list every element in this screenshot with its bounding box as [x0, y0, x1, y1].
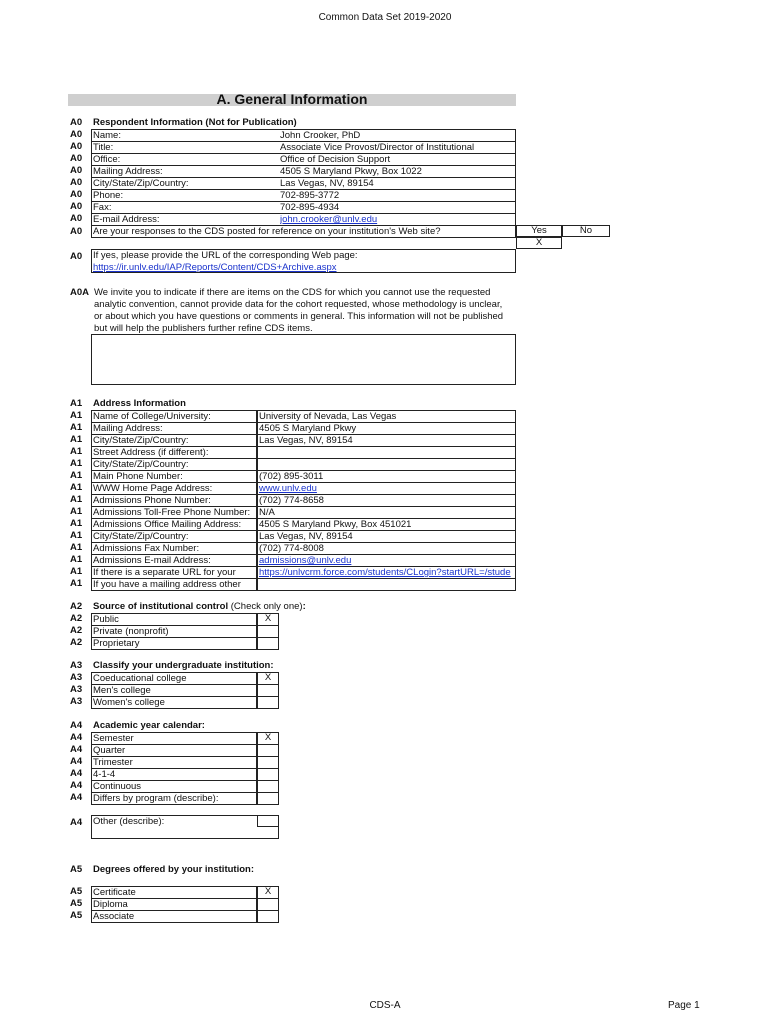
a3-option-mark: X: [264, 672, 272, 683]
a4-option-label: Continuous: [93, 781, 142, 792]
a0-row-value: 4505 S Maryland Pkwy, Box 1022: [280, 166, 422, 177]
a0-row-code: A0: [70, 213, 83, 224]
a1-row-value: 4505 S Maryland Pkwy, Box 451021: [259, 519, 412, 530]
a1-row-label: WWW Home Page Address:: [93, 483, 213, 494]
a2-option-checkbox[interactable]: [257, 637, 279, 650]
a1-row-code: A1: [70, 458, 83, 469]
a0-row-label: Office:: [93, 154, 121, 165]
a0a-code: A0A: [70, 287, 90, 298]
a4-option-label: Trimester: [93, 757, 133, 768]
a4-row-code: A4: [70, 744, 83, 755]
a1-row-code: A1: [70, 518, 83, 529]
a1-row-code: A1: [70, 446, 83, 457]
a0a-comment-textarea[interactable]: [91, 334, 516, 385]
page-header: Common Data Set 2019-2020: [318, 12, 452, 23]
a1-value-box[interactable]: [257, 578, 516, 591]
a5-row-code: A5: [70, 886, 83, 897]
a1-row-code: A1: [70, 494, 83, 505]
a4-other-label: Other (describe):: [93, 816, 165, 827]
a5-row-code: A5: [70, 910, 83, 921]
a0-row-label: Title:: [93, 142, 114, 153]
a2-row-code: A2: [70, 613, 83, 624]
a1-row-label: Main Phone Number:: [93, 471, 183, 482]
a1-row-code: A1: [70, 434, 83, 445]
a4-row-code: A4: [70, 732, 83, 743]
a5-option-label: Associate: [93, 911, 135, 922]
a0-row-label: Name:: [93, 130, 121, 141]
a1-row-value[interactable]: www.unlv.edu: [259, 483, 317, 494]
a0a-line-2: analytic convention, cannot provide data for the cohort requested, whose methodology is unclear,: [94, 299, 503, 310]
a4-row-code: A4: [70, 780, 83, 791]
a0-row-value[interactable]: john.crooker@unlv.edu: [280, 214, 378, 225]
a1-row-code: A1: [70, 554, 83, 565]
a1-row-label: Admissions Toll-Free Phone Number:: [93, 507, 251, 518]
a3-option-label: Men's college: [93, 685, 151, 696]
a3-option-label: Women's college: [93, 697, 165, 708]
a1-row-label: Admissions Office Mailing Address:: [93, 519, 242, 530]
a1-row-value: Las Vegas, NV, 89154: [259, 531, 353, 542]
a4-option-label: Differs by program (describe):: [93, 793, 219, 804]
a1-heading-code: A1: [70, 398, 83, 409]
a1-row-label: Mailing Address:: [93, 423, 163, 434]
a0-url-link[interactable]: https://ir.unlv.edu/IAP/Reports/Content/CDS+Archive.aspx: [93, 262, 337, 273]
a1-row-code: A1: [70, 470, 83, 481]
footer-center: CDS-A: [369, 1000, 401, 1011]
a0-row-value: Las Vegas, NV, 89154: [280, 178, 374, 189]
a0-row-label: Phone:: [93, 190, 124, 201]
a2-heading-colon: :: [302, 601, 306, 612]
a4-heading-code: A4: [70, 720, 83, 731]
a0-cds-question: Are your responses to the CDS posted for reference on your institution's Web site?: [93, 226, 441, 237]
a1-row-code: A1: [70, 566, 83, 577]
a0-row-label: Mailing Address:: [93, 166, 163, 177]
a1-row-value: 4505 S Maryland Pkwy: [259, 423, 357, 434]
a4-option-label: Quarter: [93, 745, 126, 756]
a5-option-label: Certificate: [93, 887, 136, 898]
a0-heading: Respondent Information (Not for Publication): [93, 117, 297, 128]
a1-row-label: City/State/Zip/Country:: [93, 435, 189, 446]
a0-row-value: 702-895-4934: [280, 202, 340, 213]
a1-row-value: N/A: [259, 507, 275, 518]
a3-heading-code: A3: [70, 660, 83, 671]
a1-row-label: Admissions Fax Number:: [93, 543, 200, 554]
yes-label: Yes: [531, 225, 547, 236]
a4-other-code: A4: [70, 817, 83, 828]
a1-row-value[interactable]: https://unlvcrm.force.com/students/CLogin?startURL=/stude: [259, 567, 511, 578]
a0-row-code: A0: [70, 153, 83, 164]
footer-page-number: Page 1: [668, 1000, 700, 1011]
a4-option-checkbox[interactable]: [257, 792, 279, 805]
a2-row-code: A2: [70, 637, 83, 648]
a0-row-code: A0: [70, 177, 83, 188]
a2-heading-suffix: (Check only one): [228, 601, 303, 612]
a1-row-code: A1: [70, 506, 83, 517]
a1-row-code: A1: [70, 422, 83, 433]
a2-option-label: Private (nonprofit): [93, 626, 169, 637]
a1-row-value: University of Nevada, Las Vegas: [259, 411, 397, 422]
a0-cds-code: A0: [70, 226, 83, 237]
a1-row-code: A1: [70, 410, 83, 421]
a2-option-label: Public: [93, 614, 119, 625]
a1-row-code: A1: [70, 530, 83, 541]
a0-row-code: A0: [70, 129, 83, 140]
a4-row-code: A4: [70, 756, 83, 767]
a1-row-label: If you have a mailing address other: [93, 579, 241, 590]
a1-row-code: A1: [70, 482, 83, 493]
a1-row-code: A1: [70, 578, 83, 589]
a0a-line-4: but will help the publishers further refine CDS items.: [94, 323, 313, 334]
a2-option-mark: X: [264, 613, 272, 624]
a1-row-label: Admissions Phone Number:: [93, 495, 211, 506]
a1-row-value[interactable]: admissions@unlv.edu: [259, 555, 352, 566]
a0-row-value: 702-895-3772: [280, 190, 340, 201]
a3-row-code: A3: [70, 684, 83, 695]
a0-row-code: A0: [70, 141, 83, 152]
a1-row-label: Name of College/University:: [93, 411, 211, 422]
a1-heading: Address Information: [93, 398, 186, 409]
a3-option-checkbox[interactable]: [257, 696, 279, 709]
a5-heading: Degrees offered by your institution:: [93, 864, 254, 875]
a4-other-checkbox[interactable]: [257, 815, 279, 827]
section-title: A. General Information: [216, 91, 368, 107]
a4-option-mark: X: [264, 732, 272, 743]
a0a-line-1: We invite you to indicate if there are items on the CDS for which you cannot use the requested: [94, 287, 491, 298]
a0-row-label: City/State/Zip/Country:: [93, 178, 189, 189]
yes-mark: X: [535, 237, 543, 248]
a0-row-code: A0: [70, 165, 83, 176]
a0-row-code: A0: [70, 201, 83, 212]
a0-row-value: Associate Vice Provost/Director of Institutional: [280, 142, 475, 153]
a2-heading-main: Source of institutional control: [93, 601, 229, 612]
a2-option-label: Proprietary: [93, 638, 140, 649]
a1-row-label: City/State/Zip/Country:: [93, 459, 189, 470]
a1-row-label: If there is a separate URL for your: [93, 567, 236, 578]
a4-row-code: A4: [70, 768, 83, 779]
a4-row-code: A4: [70, 792, 83, 803]
a3-row-code: A3: [70, 696, 83, 707]
a2-row-code: A2: [70, 625, 83, 636]
a0-url-question: If yes, please provide the URL of the corresponding Web page:: [93, 250, 358, 261]
a2-heading-code: A2: [70, 601, 83, 612]
a1-row-label: City/State/Zip/Country:: [93, 531, 189, 542]
a3-heading: Classify your undergraduate institution:: [93, 660, 274, 671]
a0-url-code: A0: [70, 251, 83, 262]
a4-heading: Academic year calendar:: [93, 720, 205, 731]
a1-row-value: Las Vegas, NV, 89154: [259, 435, 353, 446]
a4-option-label: Semester: [93, 733, 134, 744]
a1-row-value: (702) 895-3011: [259, 471, 324, 482]
a2-heading: [93, 601, 306, 613]
a0-row-code: A0: [70, 189, 83, 200]
a0-row-value: Office of Decision Support: [280, 154, 391, 165]
a5-option-mark: X: [264, 886, 272, 897]
a5-heading-code: A5: [70, 864, 83, 875]
a1-row-label: Street Address (if different):: [93, 447, 209, 458]
a1-row-code: A1: [70, 542, 83, 553]
a0-row-value: John Crooker, PhD: [280, 130, 361, 141]
no-label: No: [579, 225, 593, 236]
a5-option-label: Diploma: [93, 899, 128, 910]
a0-row-label: Fax:: [93, 202, 112, 213]
a4-option-label: 4-1-4: [93, 769, 116, 780]
a1-row-label: Admissions E-mail Address:: [93, 555, 211, 566]
a0-heading-code: A0: [70, 117, 83, 128]
a3-row-code: A3: [70, 672, 83, 683]
a0-row-label: E-mail Address:: [93, 214, 160, 225]
a1-row-value: (702) 774-8008: [259, 543, 324, 554]
a3-option-label: Coeducational college: [93, 673, 187, 684]
a5-row-code: A5: [70, 898, 83, 909]
a0a-line-3: or about which you have questions or comments in general. This information will not be published: [94, 311, 504, 322]
a1-row-value: (702) 774-8658: [259, 495, 324, 506]
a5-option-checkbox[interactable]: [257, 910, 279, 923]
